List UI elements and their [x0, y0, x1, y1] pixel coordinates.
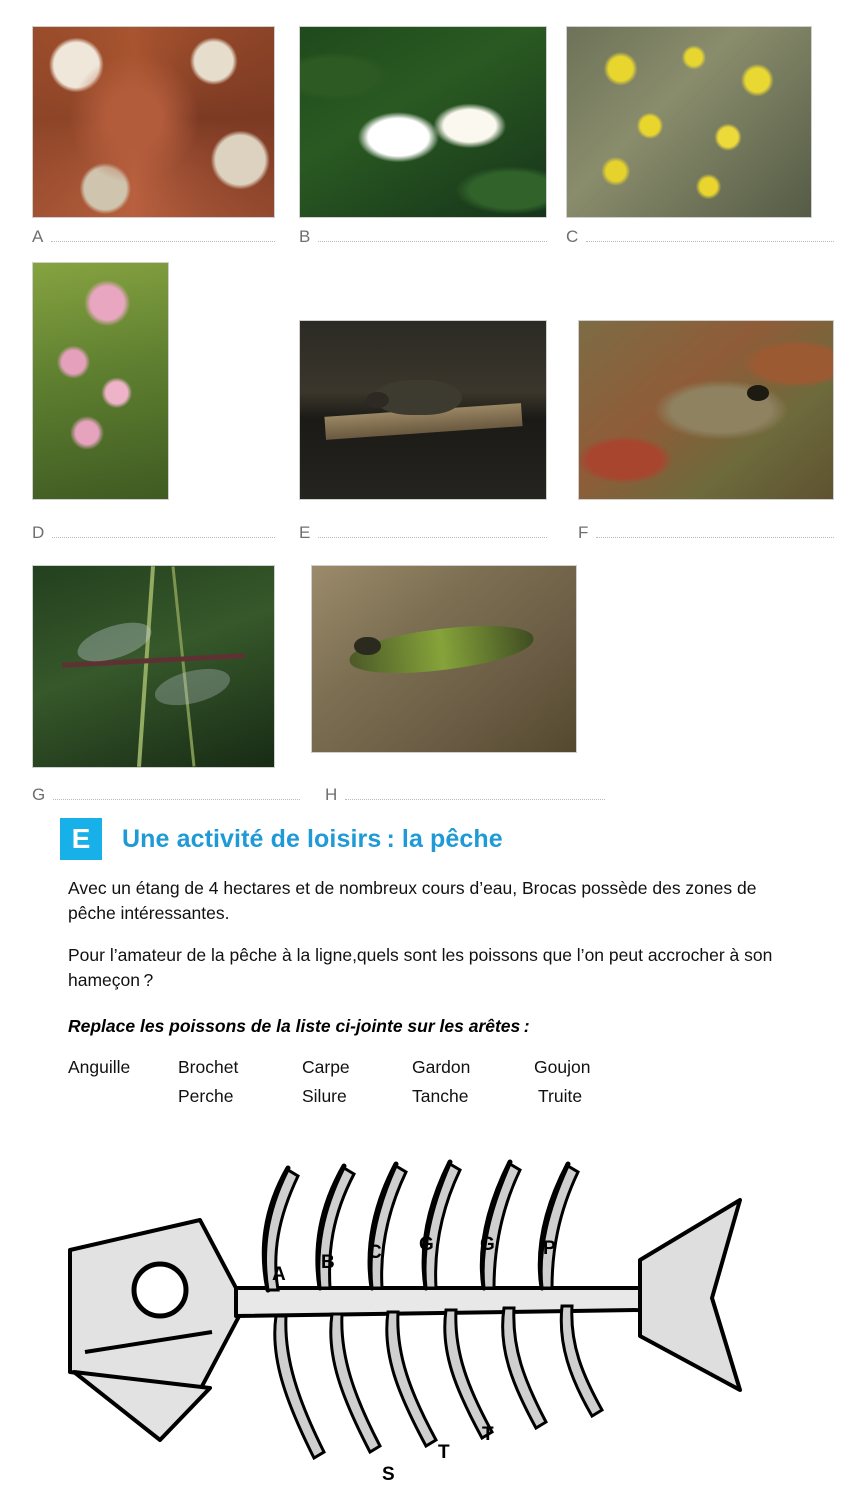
- bone-label-g2: G: [480, 1234, 495, 1255]
- photo-cell-g: [32, 565, 275, 768]
- caption-letter-f: F: [578, 523, 589, 542]
- photo-c: [566, 26, 812, 218]
- caption-line-g[interactable]: [53, 790, 300, 800]
- paragraph-2: Pour l’amateur de la pêche à la ligne,quels sont les poissons que l’on peut accrocher à son hameçon ?: [68, 944, 773, 991]
- photo-a: [32, 26, 275, 218]
- bone-label-b: B: [321, 1252, 335, 1273]
- photo-cell-d: [32, 262, 169, 500]
- fish-skeleton-diagram: [40, 1140, 820, 1490]
- caption-letter-e: E: [299, 523, 311, 542]
- caption-line-a[interactable]: [51, 232, 275, 242]
- caption-letter-d: D: [32, 523, 45, 542]
- fish-word-carpe: Carpe: [302, 1056, 350, 1077]
- caption-c: [566, 227, 834, 247]
- section-header: [0, 818, 856, 860]
- photo-d: [32, 262, 169, 500]
- bone-label-s: S: [382, 1464, 395, 1485]
- photo-e: [299, 320, 547, 500]
- caption-line-f[interactable]: [596, 528, 834, 538]
- photo-cell-e: [299, 320, 547, 500]
- bone-label-a: A: [272, 1264, 286, 1285]
- fish-word-truite: Truite: [538, 1085, 583, 1106]
- photo-cell-c: [566, 26, 812, 218]
- photo-b: [299, 26, 547, 218]
- fish-word-silure: Silure: [302, 1085, 347, 1106]
- caption-e: [299, 523, 547, 543]
- caption-b: [299, 227, 547, 247]
- fish-word-perche: Perche: [178, 1085, 234, 1106]
- fish-word-brochet: Brochet: [178, 1056, 239, 1077]
- photo-cell-h: [311, 565, 577, 753]
- caption-letter-c: C: [566, 227, 579, 246]
- photo-h: [311, 565, 577, 753]
- fish-word-gardon: Gardon: [412, 1056, 471, 1077]
- bone-label-t1: T: [438, 1442, 450, 1463]
- caption-line-h[interactable]: [345, 790, 605, 800]
- caption-letter-h: H: [325, 785, 338, 804]
- caption-d: [32, 523, 275, 543]
- paragraph-1: Avec un étang de 4 hectares et de nombreux cours d’eau, Brocas possède des zones de pêche intéressantes.: [68, 878, 757, 924]
- bone-label-c: C: [368, 1242, 382, 1263]
- bone-label-t2: T: [482, 1424, 494, 1445]
- caption-letter-b: B: [299, 227, 311, 246]
- caption-letter-g: G: [32, 785, 46, 804]
- caption-a: [32, 227, 275, 247]
- caption-f: [578, 523, 834, 543]
- fish-word-anguille: Anguille: [68, 1056, 131, 1077]
- section-title: Une activité de loisirs : la pêche: [122, 824, 503, 853]
- photo-cell-b: [299, 26, 547, 218]
- caption-letter-a: A: [32, 227, 44, 246]
- fish-word-goujon: Goujon: [534, 1056, 591, 1077]
- caption-line-b[interactable]: [318, 232, 547, 242]
- section-badge: E: [60, 818, 102, 860]
- photo-cell-a: [32, 26, 275, 218]
- fish-word-tanche: Tanche: [412, 1085, 469, 1106]
- instruction-text: Replace les poissons de la liste ci-jointe sur les arêtes :: [68, 1015, 530, 1036]
- photo-g: [32, 565, 275, 768]
- bone-label-p: P: [543, 1238, 556, 1259]
- fish-word-list: [0, 1057, 856, 1121]
- section-e: [0, 818, 856, 1121]
- photo-cell-f: [578, 320, 834, 500]
- caption-line-e[interactable]: [318, 528, 547, 538]
- caption-g: [32, 785, 300, 805]
- photo-f: [578, 320, 834, 500]
- bone-label-g1: G: [419, 1234, 434, 1255]
- caption-line-d[interactable]: [52, 528, 275, 538]
- caption-line-c[interactable]: [586, 232, 834, 242]
- caption-h: [325, 785, 605, 805]
